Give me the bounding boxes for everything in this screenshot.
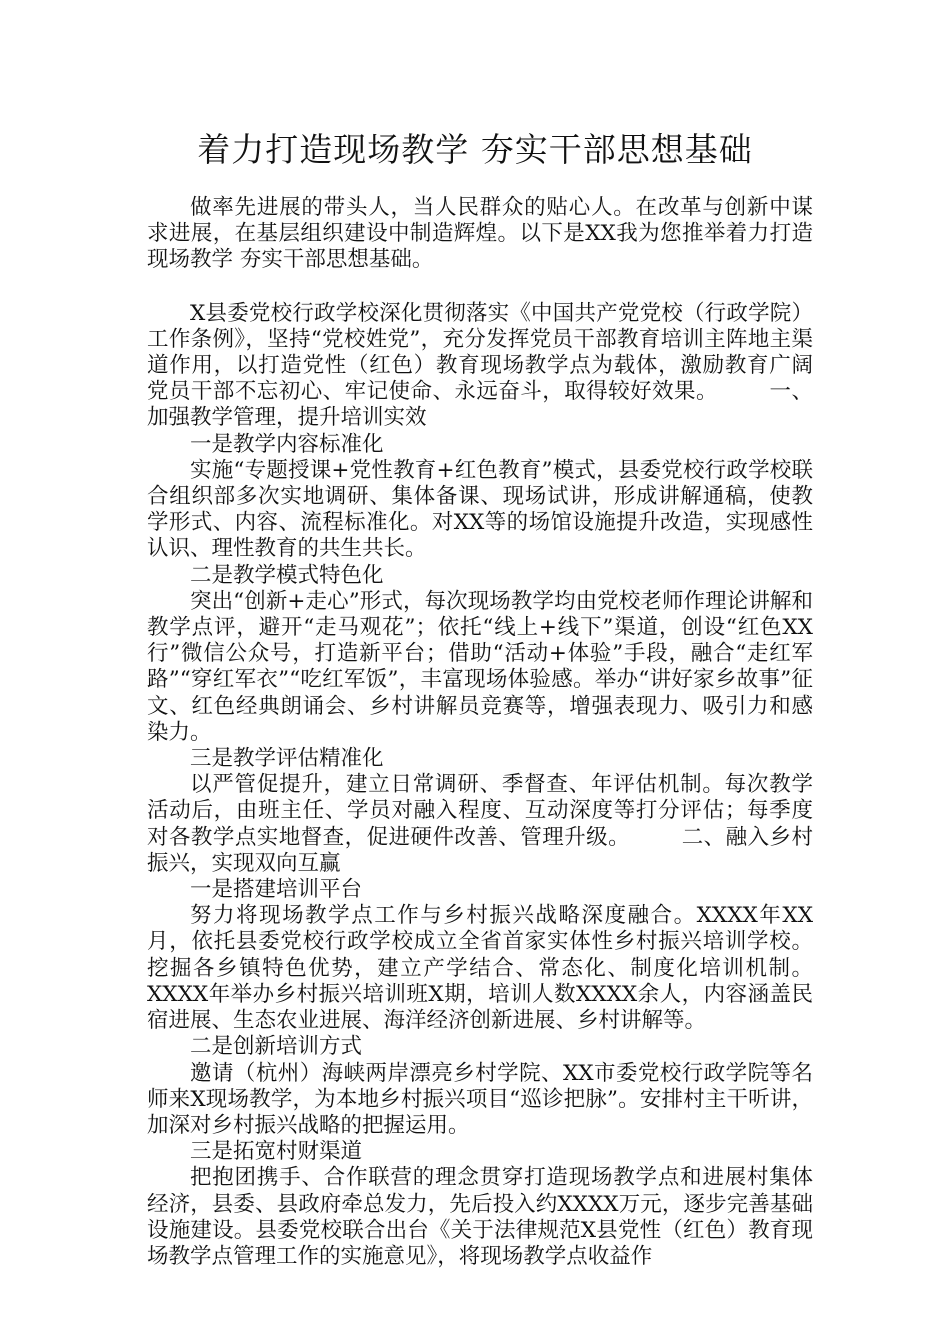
section-1-heading: 一、加强教学管理，提升培训实效 (147, 379, 813, 431)
subheading-2-3: 三是拓宽村财渠道 (190, 1139, 363, 1165)
paragraph-1-3-text: 以严管促提升，建立日常调研、季督查、年评估机制。每次教学活动后，由班主任、学员对融入程度、互动深度等打分评估；每季度对各教学点实地督查，促进硬件改善、管理升级。 (147, 772, 813, 850)
paragraph-2-3: 把抱团携手、合作联营的理念贯穿打造现场教学点和进展村集体经济，县委、县政府牵总发力，先后投入约XXXX万元，逐步完善基础设施建设。县委党校联合出台《关于法律规范X县党性（红色）教育现场教学点管理工作的实施意见》，将现场教学点收益作 (147, 1165, 813, 1269)
subheading-1-1: 一是教学内容标准化 (190, 431, 384, 457)
paragraph-1-3 (147, 772, 813, 877)
subheading-1-3: 三是教学评估精准化 (190, 746, 384, 772)
document-title: 着力打造现场教学 夯实干部思想基础 (197, 130, 753, 169)
paragraph-1-2: 突出“创新+走心”形式，每次现场教学均由党校老师作理论讲解和教学点评，避开“走马观花”；依托“线上+线下”渠道，创设“红色XX行”微信公众号，打造新平台；借助“活动+体验”手段，融合“走红军路”“穿红军衣”“吃红军饭”，丰富现场体验感。举办“讲好家乡故事”征文、红色经典朗诵会、乡村讲解员竞赛等，增强表现力、吸引力和感染力。 (147, 588, 813, 745)
subheading-1-2: 二是教学模式特色化 (190, 562, 384, 588)
subheading-2-2: 二是创新培训方式 (190, 1034, 363, 1060)
paragraph-1-text: X县委党校行政学校深化贯彻落实《中国共产党党校（行政学院）工作条例》，坚持“党校姓党”，充分发挥党员干部教育培训主阵地主渠道作用，以打造党性（红色）教育现场教学点为载体，激励教育广阔党员干部不忘初心、牢记使命、永远奋斗，取得较好效果。 (147, 300, 813, 405)
paragraph-2-1: 努力将现场教学点工作与乡村振兴战略深度融合。XXXX年XX月，依托县委党校行政学校成立全省首家实体性乡村振兴培训学校。挖掘各乡镇特色优势，建立产学结合、常态化、制度化培训机制。XXXX年举办乡村振兴培训班X期，培训人数XXXX余人，内容涵盖民宿进展、生态农业进展、海洋经济创新进展、乡村讲解等。 (147, 903, 813, 1034)
paragraph-2-2: 邀请（杭州）海峡两岸漂亮乡村学院、XX市委党校行政学院等名师来X现场教学，为本地乡村振兴项目“巡诊把脉”。安排村主干听讲，加深对乡村振兴战略的把握运用。 (147, 1060, 813, 1138)
intro-paragraph: 做率先进展的带头人，当人民群众的贴心人。在改革与创新中谋求进展，在基层组织建设中制造辉煌。以下是XX我为您推举着力打造现场教学 夯实干部思想基础。 (147, 195, 813, 273)
section-2-heading: 二、融入乡村振兴，实现双向互赢 (147, 824, 813, 876)
paragraph-1 (147, 301, 813, 432)
subheading-2-1: 一是搭建培训平台 (190, 877, 363, 903)
document-body (147, 195, 813, 1270)
paragraph-1-1: 实施“专题授课+党性教育+红色教育”模式，县委党校行政学校联合组织部多次实地调研、集体备课、现场试讲，形成讲解通稿，使教学形式、内容、流程标准化。对XX等的场馆设施提升改造，实现感性认识、理性教育的共生共长。 (147, 457, 813, 562)
